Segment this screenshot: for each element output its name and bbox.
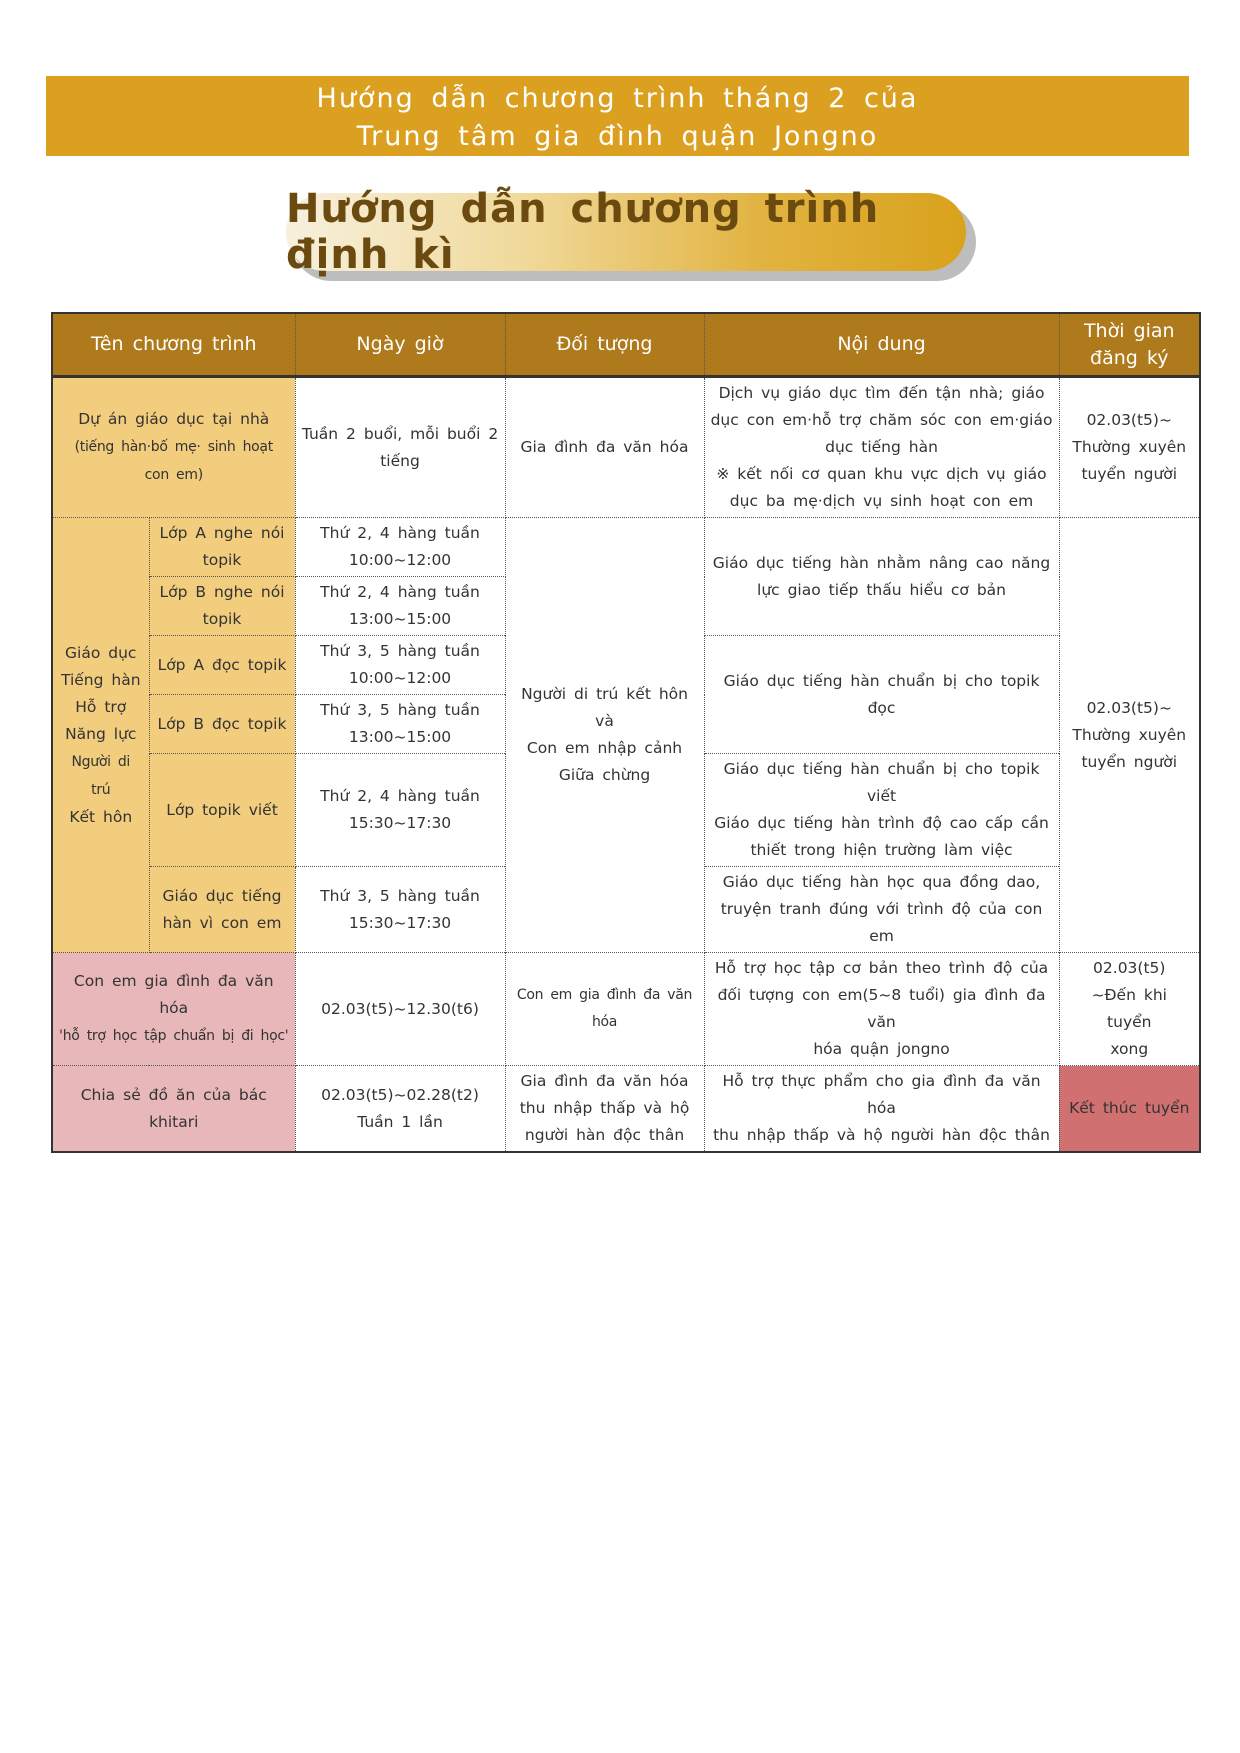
header-datetime: Ngày giờ <box>295 313 505 377</box>
registration-cell <box>1059 518 1200 953</box>
content-cell: Giáo dục tiếng hàn chuẩn bị cho topik đọc <box>704 636 1059 754</box>
program-name-sub: (tiếng hàn·bố mẹ· sinh hoạt con em) <box>74 439 273 483</box>
header-registration-line1: Thời gian <box>1083 319 1175 342</box>
content-line: Giáo dục tiếng hàn chuẩn bị cho topik viết <box>723 760 1040 805</box>
content-cell <box>704 1066 1059 1153</box>
registration-line: xong <box>1110 1040 1149 1058</box>
group-name-line: Hỗ trợ <box>75 697 127 716</box>
group-name-line: Kết hôn <box>69 807 133 826</box>
datetime-line: 02.03(t5)~02.28(t2) <box>321 1085 479 1104</box>
content-line: dục con em·hỗ trợ chăm sóc con em·giáo <box>710 411 1053 429</box>
subprogram-name: hàn vì con em <box>162 913 282 932</box>
content-line: thu nhập thấp và hộ người hàn độc thân <box>713 1126 1050 1144</box>
datetime-cell <box>295 377 505 518</box>
registration-line: 02.03(t5) <box>1093 959 1166 977</box>
registration-cell: Kết thúc tuyển <box>1059 1066 1200 1153</box>
header-content: Nội dung <box>704 313 1059 377</box>
table-row <box>52 377 1200 518</box>
content-cell <box>704 377 1059 518</box>
subprogram-name: topik <box>202 610 242 628</box>
datetime-cell <box>295 754 505 867</box>
datetime-line: tiếng <box>380 451 420 470</box>
registration-line: tuyển người <box>1081 752 1178 771</box>
content-line: Hỗ trợ thực phẩm cho gia đình đa văn hóa <box>722 1072 1041 1117</box>
target-cell <box>505 518 704 953</box>
program-name: Con em gia đình đa văn hóa <box>73 972 274 1017</box>
content-cell <box>704 518 1059 636</box>
subprogram-name-cell <box>149 518 295 577</box>
content-cell <box>704 754 1059 867</box>
subprogram-name: Giáo dục tiếng <box>162 886 282 905</box>
content-line: thiết trong hiện trường làm việc <box>750 841 1013 859</box>
target-cell <box>505 1066 704 1153</box>
datetime-line: Thứ 3, 5 hàng tuần <box>320 642 480 660</box>
target-line: Người di trú kết hôn và <box>521 685 688 730</box>
registration-line: Thường xuyên <box>1072 725 1187 744</box>
table-row <box>52 518 1200 577</box>
target-cell: Con em gia đình đa văn hóa <box>505 953 704 1066</box>
content-line: đối tượng con em(5~8 tuổi) gia đình đa văn <box>717 986 1046 1031</box>
subprogram-name-cell: Lớp B đọc topik <box>149 695 295 754</box>
datetime-line: Thứ 3, 5 hàng tuần <box>320 886 480 905</box>
section-title: Hướng dẫn chương trình định kì <box>286 186 880 278</box>
header-line-1: Hướng dẫn chương trình tháng 2 của <box>316 83 919 114</box>
datetime-cell <box>295 867 505 953</box>
subprogram-name: Lớp A nghe nói <box>159 524 285 542</box>
group-name-line: Tiếng hàn <box>60 670 141 689</box>
content-line: truyện tranh đúng với trình độ của con em <box>720 900 1043 945</box>
group-name-line: Giáo dục <box>65 643 137 662</box>
datetime-line: 13:00~15:00 <box>348 728 452 746</box>
content-line: Giáo dục tiếng hàn học qua đồng dao, <box>722 873 1041 891</box>
content-cell <box>704 953 1059 1066</box>
subprogram-name-cell <box>149 577 295 636</box>
content-line: ※ kết nối cơ quan khu vực dịch vụ giáo <box>716 465 1047 483</box>
datetime-line: 10:00~12:00 <box>348 551 452 569</box>
header-target: Đối tượng <box>505 313 704 377</box>
header-registration <box>1059 313 1200 377</box>
registration-cell <box>1059 953 1200 1066</box>
target-line: Con em nhập cảnh <box>526 739 683 757</box>
program-name-cell <box>52 953 295 1066</box>
datetime-line: Tuần 2 buổi, mỗi buổi 2 <box>301 424 499 443</box>
target-line: Giữa chừng <box>558 766 651 784</box>
registration-line: ~Đến khi tuyển <box>1091 986 1167 1031</box>
datetime-line: Thứ 2, 4 hàng tuần <box>320 787 480 805</box>
datetime-line: 13:00~15:00 <box>348 610 452 628</box>
datetime-line: Thứ 3, 5 hàng tuần <box>320 701 480 719</box>
content-line: Dịch vụ giáo dục tìm đến tận nhà; giáo <box>718 384 1045 402</box>
target-line: thu nhập thấp và hộ <box>519 1099 690 1117</box>
datetime-line: 15:30~17:30 <box>348 913 452 932</box>
datetime-cell <box>295 636 505 695</box>
content-line: Giáo dục tiếng hàn trình độ cao cấp cần <box>714 814 1049 832</box>
page-header-banner <box>46 76 1189 156</box>
program-name: Dự án giáo dục tại nhà <box>78 410 270 428</box>
target-line: người hàn độc thân <box>524 1126 685 1144</box>
subprogram-name: topik <box>202 551 242 569</box>
group-name-cell <box>52 518 149 953</box>
program-name-cell: Chia sẻ đồ ăn của bác khitari <box>52 1066 295 1153</box>
datetime-line: 15:30~17:30 <box>348 814 452 832</box>
datetime-line: Tuần 1 lần <box>357 1112 443 1131</box>
content-line: dục ba mẹ·dịch vụ sinh hoạt con em <box>729 492 1034 510</box>
subprogram-name-cell: Lớp topik viết <box>149 754 295 867</box>
datetime-cell <box>295 695 505 754</box>
program-name-cell <box>52 377 295 518</box>
registration-line: Thường xuyên <box>1072 438 1187 456</box>
datetime-line: Thứ 2, 4 hàng tuần <box>320 583 480 601</box>
content-line: dục tiếng hàn <box>825 438 938 456</box>
table-header-row <box>52 313 1200 377</box>
table-row <box>52 953 1200 1066</box>
program-table <box>51 312 1201 1153</box>
subprogram-name-cell: Lớp A đọc topik <box>149 636 295 695</box>
content-line: hóa quận jongno <box>813 1040 950 1058</box>
datetime-cell: 02.03(t5)~12.30(t6) <box>295 953 505 1066</box>
subprogram-name: Lớp B nghe nói <box>159 583 285 601</box>
datetime-cell <box>295 518 505 577</box>
datetime-line: Thứ 2, 4 hàng tuần <box>320 524 480 542</box>
group-name-line: Người di trú <box>71 753 130 798</box>
header-line-2: Trung tâm gia đình quận Jongno <box>356 121 879 152</box>
target-cell: Gia đình đa văn hóa <box>505 377 704 518</box>
content-line: Hỗ trợ học tập cơ bản theo trình độ của <box>714 959 1049 977</box>
content-line: lực giao tiếp thấu hiểu cơ bản <box>757 580 1006 599</box>
target-line: Gia đình đa văn hóa <box>520 1072 689 1090</box>
datetime-cell <box>295 1066 505 1153</box>
registration-line: 02.03(t5)~ <box>1086 698 1172 717</box>
header-program-name: Tên chương trình <box>52 313 295 377</box>
header-registration-line2: đăng ký <box>1090 346 1169 369</box>
group-name-line: Năng lực <box>65 724 137 743</box>
table-row <box>52 1066 1200 1153</box>
registration-line: 02.03(t5)~ <box>1086 411 1172 429</box>
datetime-line: 10:00~12:00 <box>348 669 452 687</box>
content-cell <box>704 867 1059 953</box>
program-name-sub: 'hỗ trợ học tập chuẩn bị đi học' <box>59 1028 289 1044</box>
registration-line: tuyển người <box>1081 465 1178 483</box>
content-line: Giáo dục tiếng hàn nhằm nâng cao năng <box>712 553 1051 572</box>
registration-cell <box>1059 377 1200 518</box>
subprogram-name-cell <box>149 867 295 953</box>
section-title-pill <box>286 186 966 278</box>
datetime-cell <box>295 577 505 636</box>
